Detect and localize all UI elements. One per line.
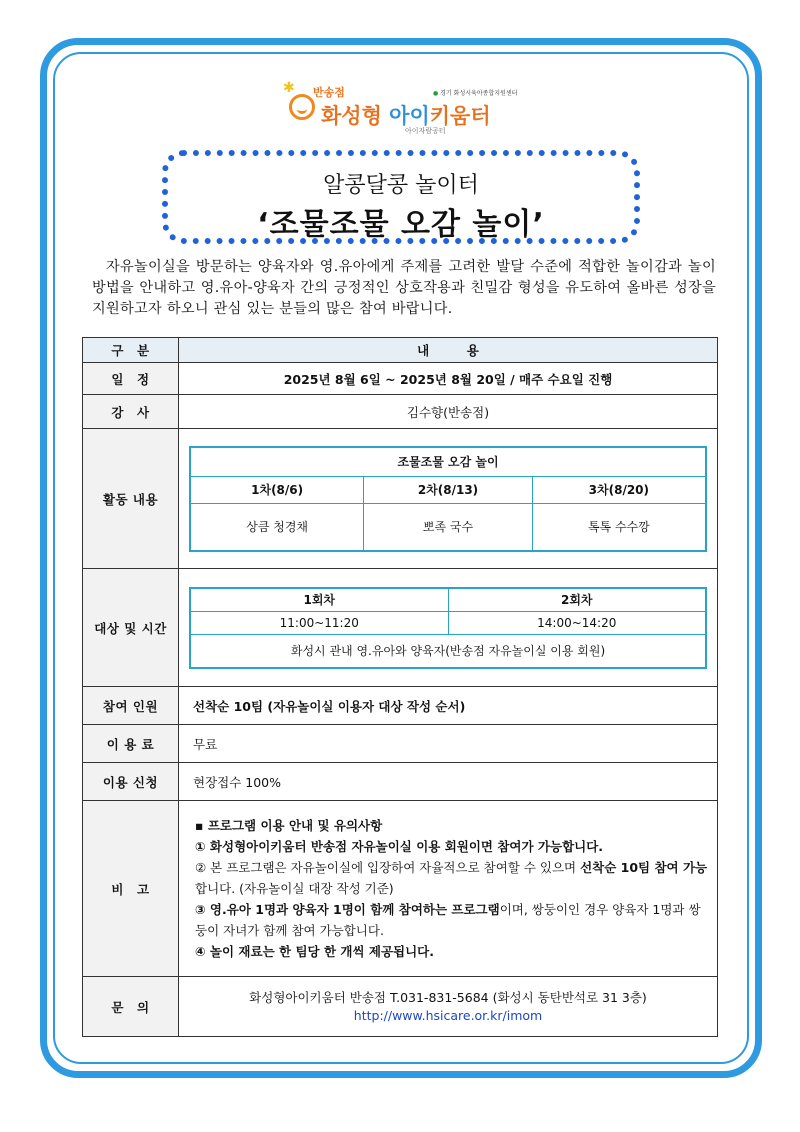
contact-cell: [179, 977, 718, 1037]
header-content: 내 용: [179, 338, 718, 363]
apply-label: 이용 신청: [83, 763, 179, 801]
schedule-value: 2025년 8월 6일 ~ 2025년 8월 20일 / 매주 수요일 진행: [179, 363, 718, 395]
activity-row: [83, 429, 718, 569]
program-title: ‘조물조물 오감 놀이’: [257, 207, 545, 242]
logo: [283, 80, 523, 140]
notes-cell: [179, 801, 718, 977]
schedule-label: 일 정: [83, 363, 179, 395]
notes-item-1: ① 화성형아이키움터 반송점 자유놀이실 이용 회원이면 참여가 가능합니다.: [195, 839, 604, 854]
smile-face-icon: [289, 94, 315, 120]
logo-name-part2: 아이: [389, 104, 430, 128]
notes-item-2c: 합니다. (자유놀이실 대장 작성 기준): [195, 881, 394, 896]
target-who: 화성시 관내 영.유아와 양육자(반송점 자유놀이실 이용 회원): [190, 634, 706, 668]
apply-value: 현장접수 100%: [179, 763, 718, 801]
contact-row: [83, 977, 718, 1037]
fee-row: [83, 725, 718, 763]
activity-cell: [179, 429, 718, 569]
session-body: 톡톡 수수깡: [532, 503, 706, 551]
participants-label: 참여 인원: [83, 687, 179, 725]
program-subtitle: 알콩달콩 놀이터: [323, 173, 479, 198]
target-row: [83, 569, 718, 687]
session-head: 3차(8/20): [532, 476, 706, 503]
notes-row: [83, 801, 718, 977]
target-cell: [179, 569, 718, 687]
notes-item-3: [195, 899, 709, 941]
info-table: [82, 337, 718, 1037]
contact-label: 문 의: [83, 977, 179, 1037]
notes-item-2b: 선착순 10팀 참여 가능: [580, 860, 708, 875]
fee-value: 무료: [179, 725, 718, 763]
notes-item-3a: ③ 영.유아 1명과 양육자 1명이 함께 참여하는 프로그램: [195, 902, 500, 917]
instructor-row: [83, 395, 718, 429]
notes-item-2: [195, 857, 709, 899]
notes-item-3b: 이며, 쌍둥이인 경우 양육자 1명과 쌍둥이 자녀가 함께 참여 가능합니다.: [195, 902, 701, 938]
intro-paragraph: 자유놀이실을 방문하는 양육자와 영.유아에게 주제를 고려한 발달 수준에 적합한 놀이감과 놀이 방법을 안내하고 영.유아-양육자 간의 긍정적인 상호작용과 친밀감 형성을 유도하여 올바른 성장을 지원하고자 하오니 관심 있는 분들의 많은 참여 바랍니다.: [92, 259, 716, 317]
title-box: [162, 150, 640, 244]
activity-subtable: [189, 446, 707, 552]
round-time: 11:00~11:20: [190, 611, 448, 634]
star-icon: ✱: [283, 80, 295, 96]
notes-item-4: ④ 놀이 재료는 한 팀당 한 개씩 제공됩니다.: [195, 944, 434, 959]
session-head: 1차(8/6): [190, 476, 364, 503]
logo-org-text: 경기 화성시육아종합지원센터: [440, 90, 518, 97]
logo-branch: 반송점: [313, 86, 345, 99]
activity-title: 조물조물 오감 놀이: [190, 447, 706, 477]
schedule-row: [83, 363, 718, 395]
target-subtable: [189, 587, 707, 669]
round-time: 14:00~14:20: [448, 611, 706, 634]
contact-line: 화성형아이키움터 반송점 T.031-831-5684 (화성시 동탄반석로 31 3층): [249, 989, 647, 1005]
session-body: 상큼 청경채: [190, 503, 364, 551]
participants-row: [83, 687, 718, 725]
fee-label: 이 용 료: [83, 725, 179, 763]
notes-label: 비 고: [83, 801, 179, 977]
notes-heading: ▪ 프로그램 이용 안내 및 유의사항: [195, 818, 383, 833]
table-header-row: [83, 338, 718, 363]
intro-text: [92, 257, 716, 320]
round-head: 1회차: [190, 588, 448, 612]
logo-name-part1: 화성형: [321, 104, 390, 128]
notes-item-2a: ② 본 프로그램은 자유놀이실에 입장하여 자율적으로 참여할 수 있으며: [195, 860, 581, 875]
instructor-value: 김수향(반송점): [179, 395, 718, 429]
instructor-label: 강 사: [83, 395, 179, 429]
logo-org: [433, 88, 517, 97]
participants-value: 선착순 10팀 (자유놀이실 이용자 대상 작성 순서): [179, 687, 718, 725]
target-label: 대상 및 시간: [83, 569, 179, 687]
activity-label: 활동 내용: [83, 429, 179, 569]
logo-sub: 아이자람공터: [405, 127, 446, 135]
header-label: 구 분: [83, 338, 179, 363]
logo-name-part3: 키움터: [429, 104, 491, 128]
apply-row: [83, 763, 718, 801]
contact-url-link[interactable]: http://www.hsicare.or.kr/imom: [353, 1007, 543, 1023]
session-head: 2차(8/13): [364, 476, 532, 503]
org-mark-icon: ●: [433, 90, 439, 97]
session-body: 뽀족 국수: [364, 503, 532, 551]
round-head: 2회차: [448, 588, 706, 612]
